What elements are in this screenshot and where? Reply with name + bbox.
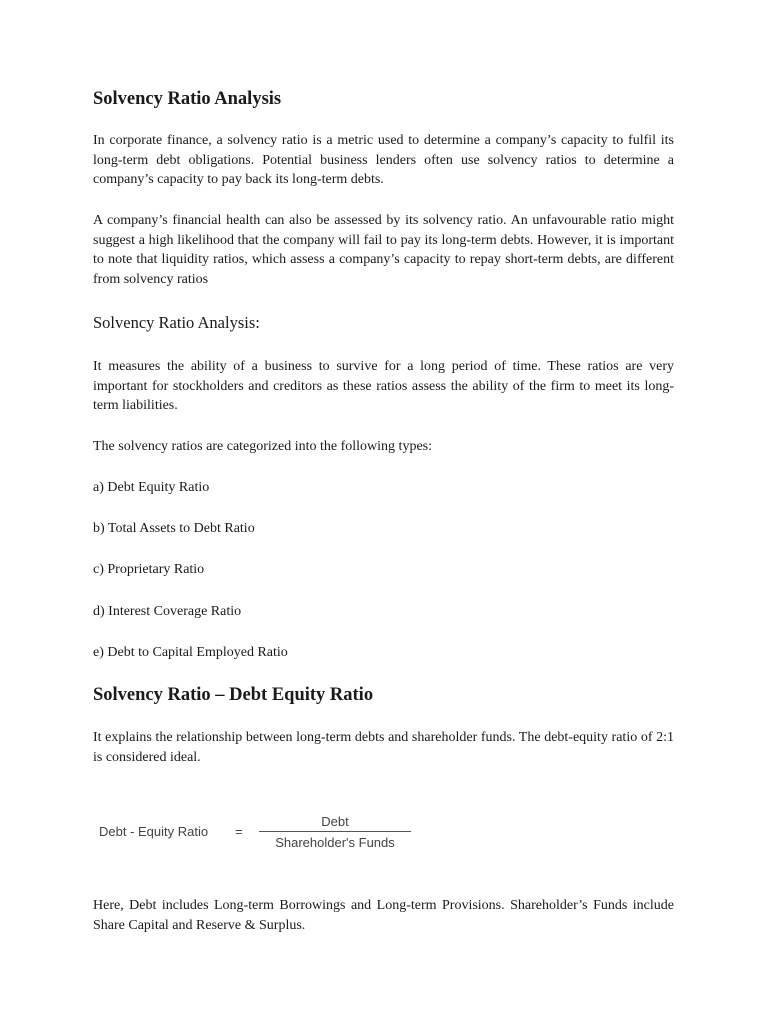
- analysis-heading: Solvency Ratio Analysis:: [93, 313, 260, 332]
- list-item: e) Debt to Capital Employed Ratio: [93, 645, 288, 660]
- page-title: Solvency Ratio Analysis: [93, 89, 282, 109]
- formula-numerator: Debt: [321, 814, 349, 829]
- debt-equity-heading: Solvency Ratio – Debt Equity Ratio: [93, 685, 374, 705]
- intro-paragraph-2: A company’s financial health can also be assessed by its solvency ratio. An unfavourable ratio might suggest a high likelihood that the company will fail to pay its long-term debts. However, it is important to note that liquidity ratios, which assess a company’s capacity to repay short-term debts, are different from solvency ratios: [93, 213, 674, 287]
- list-item: c) Proprietary Ratio: [93, 562, 205, 577]
- debt-definition-paragraph: Here, Debt includes Long-term Borrowings and Long-term Provisions. Shareholder’s Funds include Share Capital and Reserve & Surplus.: [93, 898, 674, 933]
- debt-equity-formula: [99, 810, 419, 860]
- fraction-bar: [259, 831, 411, 832]
- list-item: b) Total Assets to Debt Ratio: [93, 521, 255, 536]
- formula-denominator: Shareholder's Funds: [275, 835, 395, 850]
- formula-equals: =: [235, 824, 243, 839]
- list-item: a) Debt Equity Ratio: [93, 480, 210, 495]
- list-item: d) Interest Coverage Ratio: [93, 604, 242, 619]
- analysis-paragraph: It measures the ability of a business to survive for a long period of time. These ratios are very important for stockholders and creditors as these ratios assess the ability of the firm to meet its long-term liabilities.: [93, 359, 674, 413]
- intro-paragraph-1: In corporate finance, a solvency ratio is a metric used to determine a company’s capacity to fulfil its long-term debt obligations. Potential business lenders often use solvency ratios to determine a company’s capacity to pay back its long-term debts.: [93, 133, 674, 187]
- types-intro: The solvency ratios are categorized into the following types:: [93, 439, 433, 454]
- formula-lhs: Debt - Equity Ratio: [99, 824, 209, 839]
- debt-equity-paragraph: It explains the relationship between long-term debts and shareholder funds. The debt-equity ratio of 2:1 is considered ideal.: [93, 730, 674, 765]
